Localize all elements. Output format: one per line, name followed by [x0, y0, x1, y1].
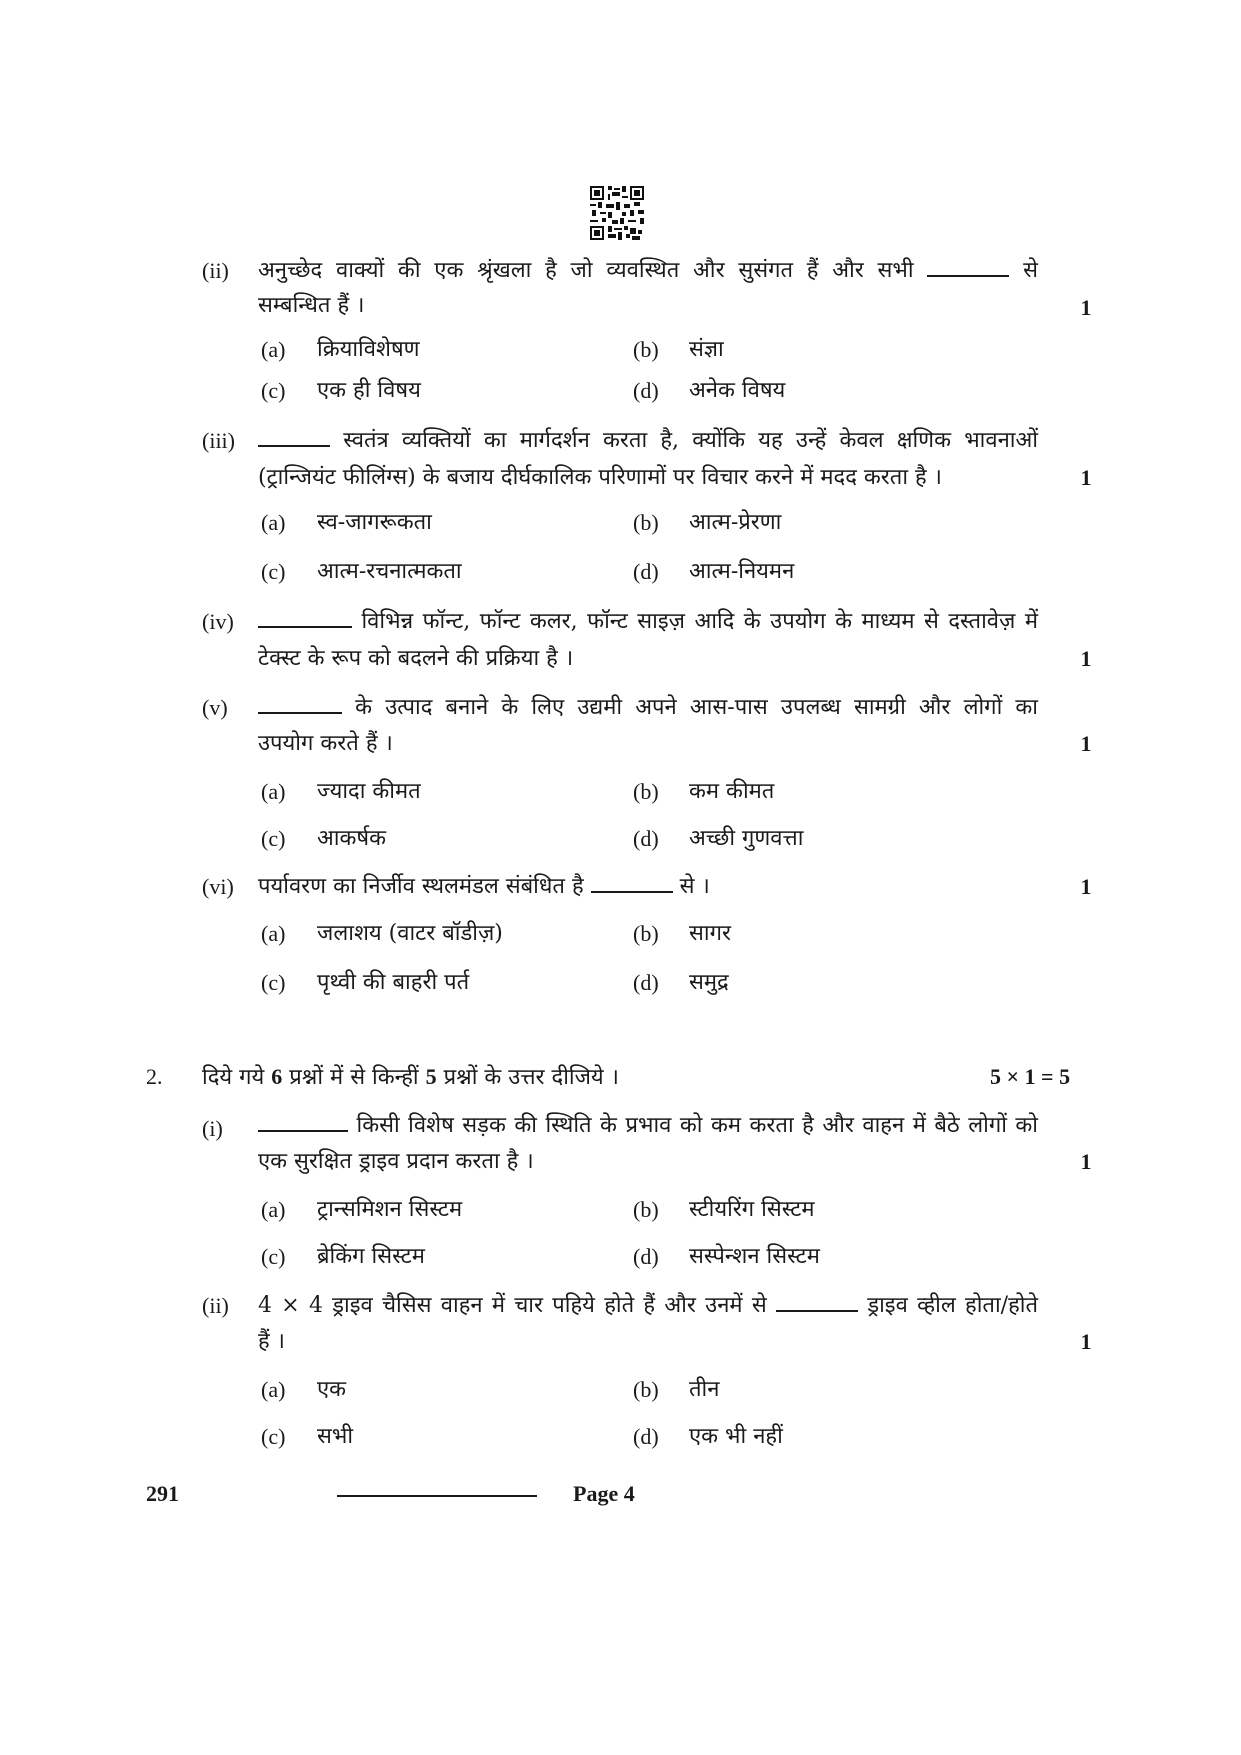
question-number: (iv): [202, 609, 234, 634]
option-label: (c): [261, 1424, 286, 1449]
question-number: (v): [202, 695, 228, 720]
page-number: Page 4: [573, 1481, 635, 1506]
option-text: ज्यादा कीमत: [317, 779, 421, 804]
marks: 1: [1080, 295, 1092, 320]
option-label: (d): [633, 970, 659, 995]
option-text: आत्म-रचनात्मकता: [317, 559, 462, 584]
fill-blank: [591, 871, 673, 893]
option-text: ब्रेकिंग सिस्टम: [317, 1244, 425, 1269]
option-text: एक ही विषय: [317, 378, 421, 403]
question-text: अनुच्छेद वाक्यों की एक श्रृंखला है जो व्यवस्थित और सुसंगत हैं और सभी: [258, 258, 914, 283]
fill-blank: [258, 692, 342, 714]
option-label: (b): [633, 1197, 659, 1222]
option-text: सभी: [317, 1424, 354, 1449]
option-label: (d): [633, 1424, 659, 1449]
fill-blank: [258, 1110, 348, 1132]
option-label: (b): [633, 1377, 659, 1402]
question-text-line-2: एक सुरक्षित ड्राइव प्रदान करता है ।: [258, 1149, 534, 1174]
option-label: (b): [633, 337, 659, 362]
marks: 1: [1080, 646, 1092, 671]
question-number: (i): [202, 1116, 223, 1141]
question-text: किसी विशेष सड़क की स्थिति के प्रभाव को कम करता है और वाहन में बैठे लोगों को: [356, 1113, 1039, 1138]
option-label: (a): [261, 779, 286, 804]
option-text: सस्पेन्शन सिस्टम: [689, 1244, 820, 1269]
option-text: आत्म-प्रेरणा: [689, 510, 782, 535]
question-text: से ।: [679, 874, 710, 899]
question-text-line-2: उपयोग करते हैं ।: [258, 731, 393, 756]
question-text: से: [1023, 258, 1038, 283]
option-label: (a): [261, 337, 286, 362]
option-label: (b): [633, 921, 659, 946]
marks: 1: [1080, 465, 1092, 490]
option-label: (c): [261, 970, 286, 995]
question-text: पर्यावरण का निर्जीव स्थलमंडल संबंधित है: [258, 874, 584, 899]
question-number: 2.: [146, 1064, 163, 1089]
option-label: (c): [261, 1244, 286, 1269]
question-text-line-1: [258, 692, 1038, 724]
option-label: (d): [633, 559, 659, 584]
option-text: क्रियाविशेषण: [317, 337, 420, 362]
option-text: सागर: [689, 921, 731, 946]
option-label: (b): [633, 510, 659, 535]
option-text: संज्ञा: [689, 337, 724, 362]
option-label: (a): [261, 1377, 286, 1402]
fill-blank: [776, 1290, 858, 1312]
option-label: (c): [261, 559, 286, 584]
question-text-line-2: हैं ।: [258, 1329, 286, 1354]
option-text: अच्छी गुणवत्ता: [689, 826, 804, 851]
option-text: स्व-जागरूकता: [317, 510, 432, 535]
question-text-line-2: टेक्स्ट के रूप को बदलने की प्रक्रिया है ।: [258, 646, 574, 671]
option-label: (c): [261, 378, 286, 403]
fill-blank: [927, 255, 1009, 277]
question-text-line-1: [258, 871, 710, 903]
instruction-number: 5: [425, 1064, 437, 1089]
instruction-text: प्रश्नों के उत्तर दीजिये ।: [443, 1065, 620, 1090]
question-number: (ii): [202, 1293, 229, 1318]
marks: 1: [1080, 874, 1092, 899]
option-label: (a): [261, 921, 286, 946]
option-label: (a): [261, 1197, 286, 1222]
marks: 1: [1080, 1149, 1092, 1174]
fill-blank: [258, 606, 352, 628]
option-text: तीन: [689, 1377, 720, 1402]
option-text: अनेक विषय: [689, 378, 786, 403]
question-text-line-1: [258, 1290, 1038, 1322]
question-text: के उत्पाद बनाने के लिए उद्यमी अपने आस-पास उपलब्ध सामग्री और लोगों का: [355, 695, 1039, 720]
instruction-number: 6: [271, 1064, 283, 1089]
question-text-line-1: [258, 1110, 1038, 1142]
question-instruction: [202, 1061, 619, 1094]
option-text: जलाशय (वाटर बॉडीज़): [317, 921, 503, 946]
question-text-line-1: [258, 425, 1038, 457]
marks: 5 × 1 = 5: [990, 1064, 1071, 1089]
marks: 1: [1080, 1329, 1092, 1354]
option-label: (d): [633, 1244, 659, 1269]
paper-code: 291: [146, 1481, 179, 1506]
option-text: ट्रान्समिशन सिस्टम: [317, 1197, 463, 1222]
question-text: स्वतंत्र व्यक्तियों का मार्गदर्शन करता है, क्योंकि यह उन्हें केवल क्षणिक भावनाओं: [343, 428, 1038, 453]
option-text: आकर्षक: [317, 826, 386, 851]
option-label: (d): [633, 378, 659, 403]
option-text: स्टीयरिंग सिस्टम: [689, 1197, 815, 1222]
fill-blank: [258, 425, 330, 447]
question-text: ड्राइव व्हील होता/होते: [867, 1293, 1039, 1318]
question-text-line-1: [258, 255, 1038, 287]
question-number: (iii): [202, 428, 235, 453]
question-text-line-2: सम्बन्धित हैं ।: [258, 293, 365, 318]
option-text: आत्म-नियमन: [689, 559, 795, 584]
question-text-line-2: (ट्रान्जियंट फीलिंग्स) के बजाय दीर्घकालिक परिणामों पर विचार करने में मदद करता है ।: [258, 465, 943, 490]
qr-code: [590, 186, 644, 240]
question-number: (vi): [202, 874, 234, 899]
question-text: विभिन्न फॉन्ट, फॉन्ट कलर, फॉन्ट साइज़ आदि के उपयोग के माध्यम से दस्तावेज़ में: [361, 609, 1038, 634]
footer-rule: [337, 1495, 537, 1497]
instruction-text: प्रश्नों में से किन्हीं: [289, 1065, 419, 1090]
option-label: (b): [633, 779, 659, 804]
option-text: एक: [317, 1377, 347, 1402]
marks: 1: [1080, 731, 1092, 756]
option-text: पृथ्वी की बाहरी पर्त: [317, 970, 470, 995]
question-text-line-1: [258, 606, 1038, 638]
option-label: (c): [261, 826, 286, 851]
option-label: (a): [261, 510, 286, 535]
question-text: 4 × 4 ड्राइव चैसिस वाहन में चार पहिये होते हैं और उनमें से: [258, 1293, 767, 1318]
option-label: (d): [633, 826, 659, 851]
instruction-text: दिये गये: [202, 1065, 265, 1090]
option-text: एक भी नहीं: [689, 1424, 783, 1449]
option-text: कम कीमत: [689, 779, 775, 804]
question-number: (ii): [202, 258, 229, 283]
option-text: समुद्र: [689, 970, 729, 995]
